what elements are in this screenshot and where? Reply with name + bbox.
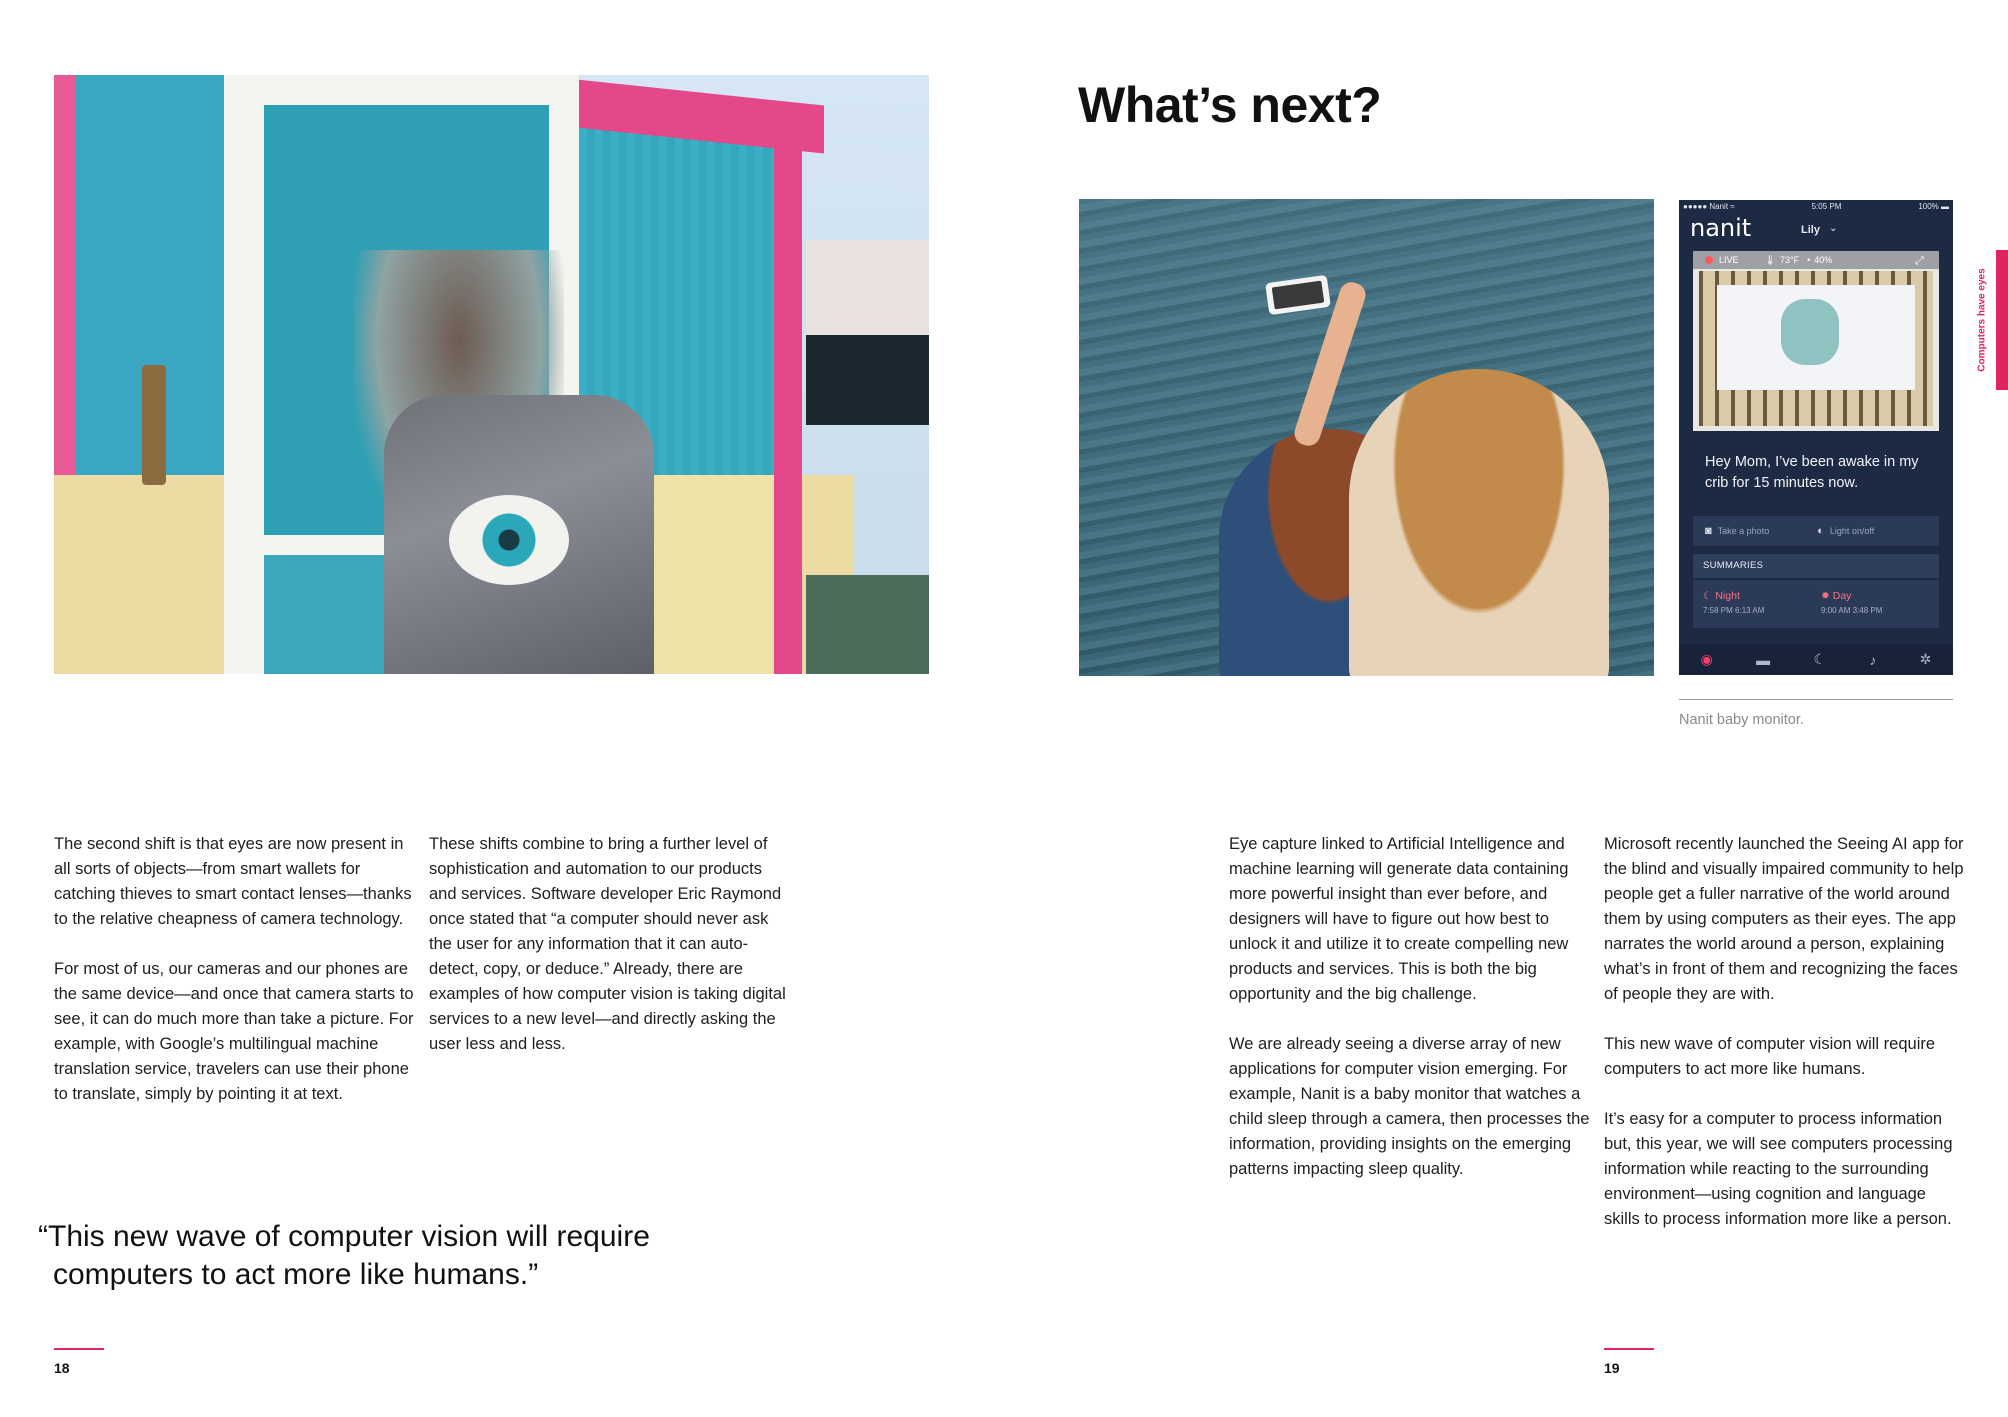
- app-tab-bar: [1679, 644, 1953, 675]
- child-selector[interactable]: Lily: [1801, 224, 1820, 236]
- image-caption: Nanit baby monitor.: [1679, 712, 1804, 728]
- humidity-value: 40%: [1814, 255, 1833, 265]
- page-number-rule: [1604, 1348, 1654, 1350]
- night-label: Night: [1715, 590, 1740, 602]
- gear-icon[interactable]: ✲: [1919, 651, 1932, 667]
- photo-selfie-by-sea: [1079, 199, 1654, 676]
- caption-divider: [1679, 699, 1953, 700]
- live-dot-icon: [1705, 256, 1713, 264]
- right-column-1: [1229, 832, 1591, 1207]
- camera-icon: ◙: [1705, 525, 1712, 537]
- nanit-logo: nanit: [1690, 214, 1752, 242]
- chevron-down-icon[interactable]: ⌄: [1829, 223, 1838, 234]
- light-toggle-label: Light on/off: [1829, 526, 1875, 536]
- live-status-row: [1693, 251, 1939, 269]
- paragraph: It’s easy for a computer to process information but, this year, we will see computers processing information while reacting to the surrounding environment—using cognition and language skills to process information more like a person.: [1604, 1110, 1953, 1228]
- light-toggle-button[interactable]: [1817, 525, 1874, 537]
- day-times: 9:00 AM 3:48 PM: [1821, 606, 1883, 615]
- notification-message: Hey Mom, I’ve been awake in my crib for 15 minutes now.: [1705, 454, 1919, 491]
- pull-quote-line: computers to act more like humans.”: [53, 1258, 539, 1291]
- paragraph: These shifts combine to bring a further level of sophistication and automation to our products and services. Software developer Eric Raymond once stated that “a computer should never ask the user for any information that it can auto-detect, copy, or deduce.” Already, there are examples of how computer vision is taking digital services to a new level—and directly asking the user less and less.: [429, 835, 786, 1053]
- live-label: LIVE: [1719, 255, 1739, 265]
- action-row: [1693, 516, 1939, 546]
- paragraph: For most of us, our cameras and our phones are the same device—and once that camera starts to see, it can do much more than take a picture. For example, with Google’s multilingual machine translation service, travelers can use their phone to translate, simply by pointing it at text.: [54, 960, 414, 1103]
- photo-woman-at-painted-door: [54, 75, 929, 674]
- paragraph: Eye capture linked to Artificial Intelligence and machine learning will generate data containing more powerful insight than ever before, and designers will have to figure out how best to unlock it and utilize it to create compelling new products and services. This is both the big opportunity and the big challenge.: [1229, 835, 1569, 1003]
- night-summary[interactable]: [1703, 590, 1740, 602]
- moon-icon: ☾: [1703, 590, 1713, 602]
- summaries-header: SUMMARIES: [1693, 554, 1939, 578]
- paragraph: Microsoft recently launched the Seeing AI app for the blind and visually impaired community to help people get a fuller narrative of the world around them by using computers as their eyes. The app narrates the world around a person, explaining what’s in front of them and recognizing the faces of people they are with.: [1604, 835, 1964, 1003]
- take-photo-label: Take a photo: [1717, 526, 1770, 536]
- page-headline: What’s next?: [1078, 77, 1382, 133]
- page-number-left: 18: [54, 1360, 70, 1376]
- night-times: 7:58 PM 6:13 AM: [1703, 606, 1765, 615]
- folder-tab-icon[interactable]: ▬: [1756, 651, 1771, 668]
- status-time: 5:05 PM: [1811, 202, 1842, 211]
- phone-status-bar: [1683, 202, 1949, 211]
- paragraph: We are already seeing a diverse array of new applications for computer vision emerging. For example, Nanit is a baby monitor that watches a child sleep through a camera, then processes the information, providing insights on the emerging patterns impacting sleep quality.: [1229, 1035, 1590, 1178]
- summaries-panel[interactable]: [1693, 580, 1939, 628]
- status-battery: 100% ▬: [1918, 202, 1949, 211]
- day-summary[interactable]: [1821, 590, 1851, 602]
- take-photo-button[interactable]: [1705, 525, 1769, 537]
- right-column-2: [1604, 832, 1966, 1257]
- paragraph: This new wave of computer vision will require computers to act more like humans.: [1604, 1035, 1936, 1078]
- expand-icon[interactable]: ⤢: [1915, 255, 1924, 267]
- left-column-2: [429, 832, 789, 1082]
- section-tab-bar: [1996, 250, 2008, 390]
- pull-quote: [38, 1218, 798, 1294]
- sun-icon: ✹: [1821, 590, 1830, 602]
- nanit-app-screenshot: [1679, 200, 1953, 675]
- humidity-icon: •: [1807, 255, 1811, 265]
- bell-tab-icon[interactable]: ♪: [1869, 651, 1877, 668]
- camera-tab-icon[interactable]: ◉: [1700, 651, 1713, 667]
- live-camera-view: [1693, 251, 1939, 431]
- section-tab-label: Computers have eyes: [1976, 268, 1988, 372]
- pull-quote-line: “This new wave of computer vision will require: [38, 1220, 650, 1253]
- temperature-value: 73°F: [1779, 255, 1800, 265]
- bulb-icon: ◐: [1817, 525, 1824, 537]
- page-number-rule: [54, 1348, 104, 1350]
- left-column-1: [54, 832, 414, 1132]
- page-number-right: 19: [1604, 1360, 1620, 1376]
- status-carrier: ●●●●● Nanit ≈: [1683, 202, 1735, 211]
- day-label: Day: [1832, 590, 1852, 602]
- paragraph: The second shift is that eyes are now present in all sorts of objects—from smart wallets for catching thieves to smart contact lenses—thanks to the relative cheapness of camera technology.: [54, 835, 412, 928]
- thermometer-icon: 🌡: [1764, 254, 1776, 265]
- moon-tab-icon[interactable]: ☾: [1813, 651, 1827, 667]
